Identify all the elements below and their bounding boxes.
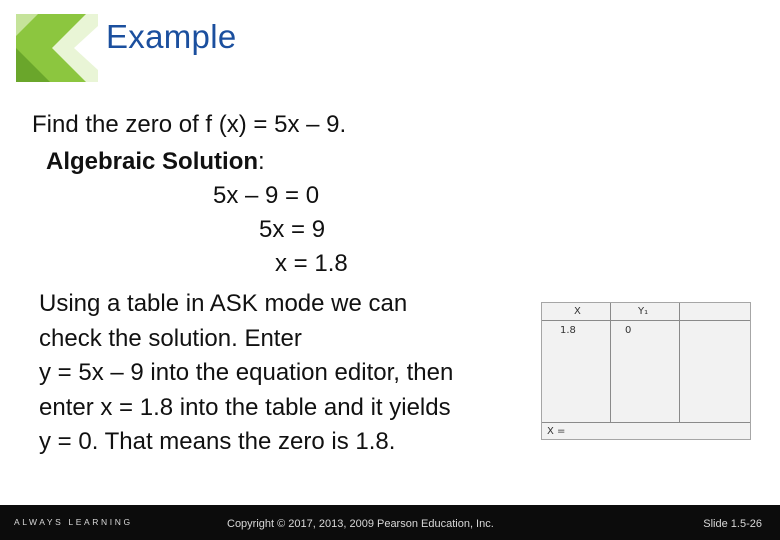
footer-bar	[0, 505, 780, 540]
table-cell-x: 1.8	[560, 325, 576, 336]
slide-logo-icon	[16, 14, 98, 82]
solution-step-1: 5x – 9 = 0	[213, 182, 320, 209]
paragraph-line: y = 0. That means the zero is 1.8.	[39, 428, 396, 455]
paragraph-line: Using a table in ASK mode we can	[39, 290, 408, 317]
paragraph-line: enter x = 1.8 into the table and it yields	[39, 393, 451, 421]
table-cell-y: 0	[625, 325, 632, 336]
table-column-divider	[610, 303, 611, 423]
solution-step-3: x = 1.8	[275, 250, 348, 277]
problem-statement: Find the zero of f (x) = 5x – 9.	[32, 111, 347, 138]
paragraph-line: y = 5x – 9 into the equation editor, then	[39, 359, 454, 386]
table-entry-line: X =	[547, 426, 566, 437]
explanation-paragraph	[39, 287, 529, 460]
table-column-divider	[679, 303, 680, 423]
footer-slide-number: Slide 1.5-26	[703, 518, 762, 530]
solution-heading	[46, 148, 265, 176]
table-entry-divider	[542, 422, 750, 423]
slide-title: Example	[106, 18, 237, 55]
solution-heading-text: Algebraic Solution	[46, 148, 259, 175]
table-header-divider	[542, 320, 750, 321]
footer-brand: ALWAYS LEARNING	[14, 517, 133, 527]
calculator-table-screen	[541, 302, 751, 440]
paragraph-line: check the solution. Enter	[39, 324, 302, 352]
column-header-y1: Y₁	[638, 306, 649, 317]
solution-step-2: 5x = 9	[259, 216, 326, 243]
solution-heading-colon: :	[258, 148, 265, 175]
footer-copyright: Copyright © 2017, 2013, 2009 Pearson Education, Inc.	[227, 518, 494, 530]
column-header-x: X	[574, 306, 581, 317]
